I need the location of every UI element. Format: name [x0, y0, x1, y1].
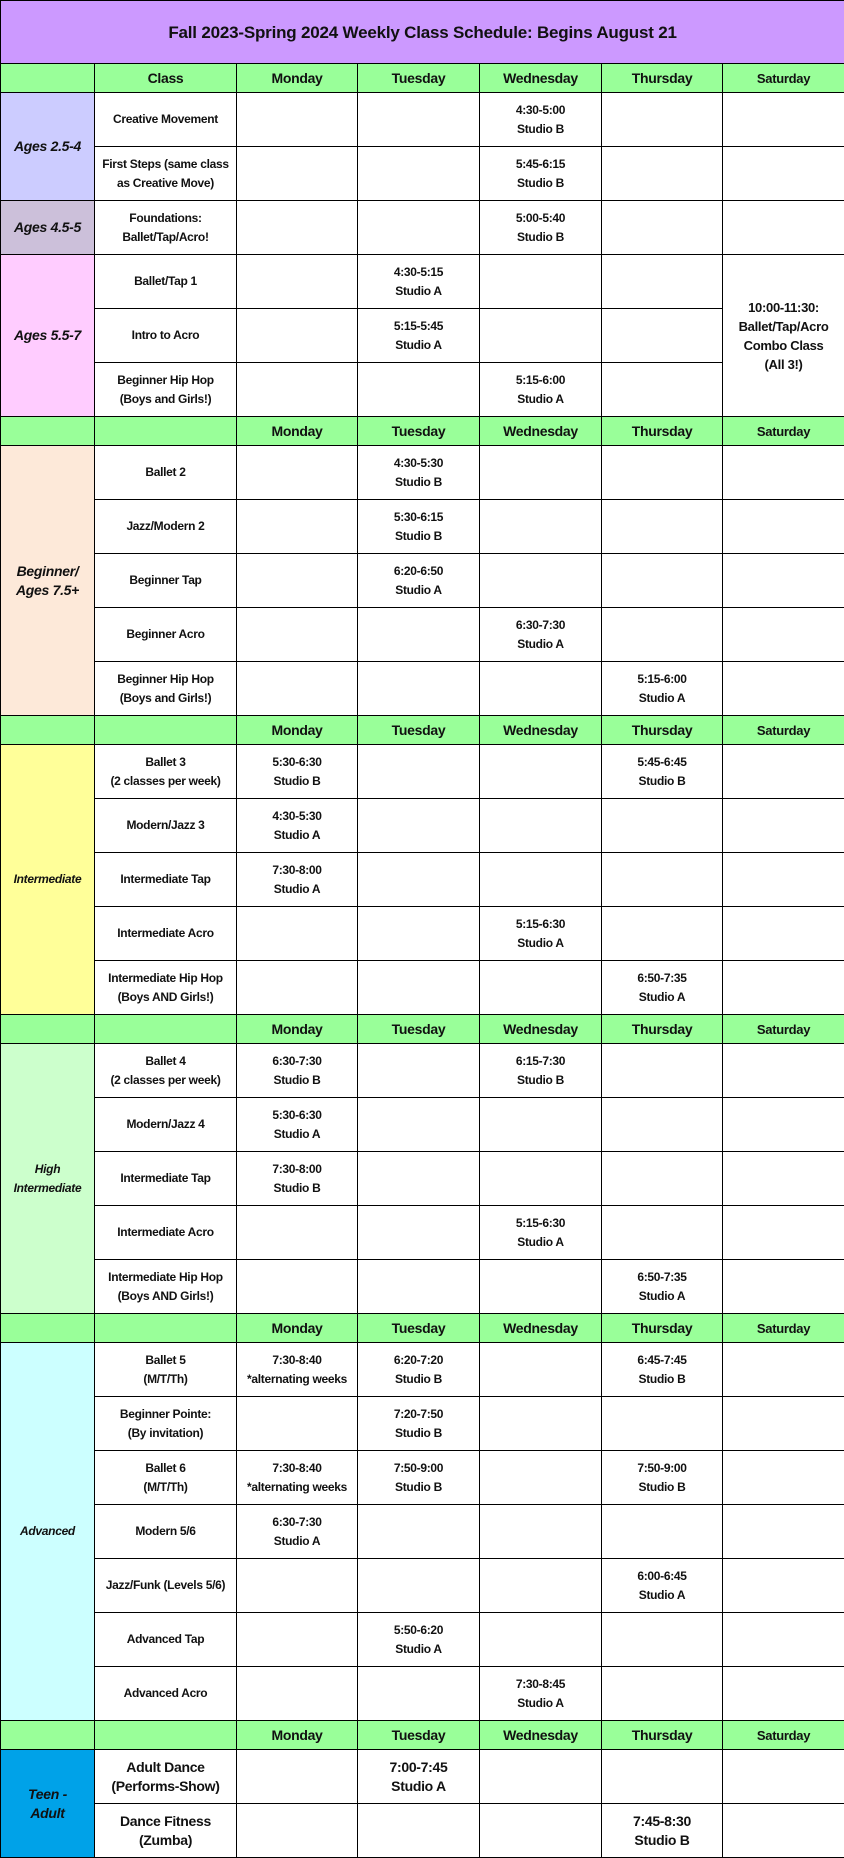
class-name: Intermediate Hip Hop (Boys AND Girls!)	[95, 961, 237, 1015]
header-wednesday: Wednesday	[480, 1015, 602, 1044]
day-header-row	[1, 716, 844, 745]
header-class	[95, 1015, 237, 1044]
class-row	[1, 1098, 844, 1152]
title-row	[1, 1, 844, 64]
time-cell-sat	[723, 745, 844, 799]
class-name: Beginner Hip Hop (Boys and Girls!)	[95, 662, 237, 716]
header-class	[95, 1314, 237, 1343]
class-name: Advanced Acro	[95, 1667, 237, 1721]
time-cell-tue	[358, 961, 480, 1015]
class-row	[1, 554, 844, 608]
time-cell-mon: 5:30-6:30 Studio B	[237, 745, 358, 799]
time-cell-thu	[602, 799, 723, 853]
time-cell-sat	[723, 1667, 844, 1721]
time-cell-mon	[237, 255, 358, 309]
time-cell-thu	[602, 1397, 723, 1451]
time-cell-mon	[237, 309, 358, 363]
class-row	[1, 662, 844, 716]
time-cell-wed: 5:15-6:30 Studio A	[480, 907, 602, 961]
time-cell-thu: 5:45-6:45 Studio B	[602, 745, 723, 799]
header-blank	[1, 1721, 95, 1750]
class-name: Modern/Jazz 4	[95, 1098, 237, 1152]
time-cell-mon	[237, 961, 358, 1015]
class-row	[1, 853, 844, 907]
time-cell-thu	[602, 608, 723, 662]
day-header-row	[1, 417, 844, 446]
time-cell-wed	[480, 500, 602, 554]
time-cell-thu	[602, 853, 723, 907]
header-monday: Monday	[237, 1721, 358, 1750]
time-cell-thu	[602, 1098, 723, 1152]
class-name: First Steps (same class as Creative Move)	[95, 147, 237, 201]
time-cell-wed: 7:30-8:45 Studio A	[480, 1667, 602, 1721]
time-cell-mon: 4:30-5:30 Studio A	[237, 799, 358, 853]
time-cell-sat	[723, 961, 844, 1015]
time-cell-tue	[358, 907, 480, 961]
time-cell-thu	[602, 1667, 723, 1721]
time-cell-wed: 5:45-6:15 Studio B	[480, 147, 602, 201]
time-cell-sat	[723, 662, 844, 716]
time-cell-mon: 7:30-8:00 Studio A	[237, 853, 358, 907]
time-cell-sat	[723, 500, 844, 554]
class-row	[1, 1613, 844, 1667]
class-row	[1, 1750, 844, 1804]
time-cell-tue	[358, 1804, 480, 1858]
class-row	[1, 500, 844, 554]
time-cell-tue	[358, 662, 480, 716]
class-name: Beginner Pointe: (By invitation)	[95, 1397, 237, 1451]
time-cell-mon	[237, 907, 358, 961]
time-cell-tue: 5:30-6:15 Studio B	[358, 500, 480, 554]
time-cell-tue	[358, 363, 480, 417]
time-cell-mon	[237, 1206, 358, 1260]
class-name: Advanced Tap	[95, 1613, 237, 1667]
time-cell-thu: 7:45-8:30 Studio B	[602, 1804, 723, 1858]
time-cell-wed	[480, 309, 602, 363]
header-thursday: Thursday	[602, 716, 723, 745]
day-header-row	[1, 1721, 844, 1750]
time-cell-sat	[723, 1343, 844, 1397]
time-cell-tue: 5:15-5:45 Studio A	[358, 309, 480, 363]
time-cell-mon	[237, 1613, 358, 1667]
time-cell-thu	[602, 1044, 723, 1098]
class-row	[1, 745, 844, 799]
time-cell-mon: 6:30-7:30 Studio B	[237, 1044, 358, 1098]
time-cell-thu	[602, 1152, 723, 1206]
class-name: Intermediate Hip Hop (Boys AND Girls!)	[95, 1260, 237, 1314]
header-blank	[1, 1314, 95, 1343]
time-cell-mon	[237, 608, 358, 662]
time-cell-sat	[723, 1505, 844, 1559]
time-cell-tue: 4:30-5:15 Studio A	[358, 255, 480, 309]
class-row	[1, 907, 844, 961]
time-cell-tue	[358, 799, 480, 853]
time-cell-tue	[358, 1667, 480, 1721]
header-tuesday: Tuesday	[358, 417, 480, 446]
header-tuesday: Tuesday	[358, 1314, 480, 1343]
header-monday: Monday	[237, 64, 358, 93]
header-tuesday: Tuesday	[358, 64, 480, 93]
time-cell-thu	[602, 309, 723, 363]
time-cell-thu	[602, 907, 723, 961]
header-wednesday: Wednesday	[480, 1721, 602, 1750]
time-cell-sat	[723, 1750, 844, 1804]
class-row	[1, 93, 844, 147]
header-wednesday: Wednesday	[480, 1314, 602, 1343]
time-cell-tue	[358, 201, 480, 255]
time-cell-thu: 6:50-7:35 Studio A	[602, 1260, 723, 1314]
class-name: Beginner Tap	[95, 554, 237, 608]
header-monday: Monday	[237, 716, 358, 745]
class-name: Creative Movement	[95, 93, 237, 147]
class-row	[1, 309, 844, 363]
class-name: Intermediate Acro	[95, 907, 237, 961]
time-cell-mon: 6:30-7:30 Studio A	[237, 1505, 358, 1559]
header-blank	[1, 64, 95, 93]
header-monday: Monday	[237, 1314, 358, 1343]
time-cell-tue: 7:20-7:50 Studio B	[358, 1397, 480, 1451]
time-cell-tue	[358, 1206, 480, 1260]
class-name: Ballet 2	[95, 446, 237, 500]
time-cell-tue	[358, 853, 480, 907]
class-name: Jazz/Funk (Levels 5/6)	[95, 1559, 237, 1613]
time-cell-mon	[237, 1750, 358, 1804]
class-name: Beginner Hip Hop (Boys and Girls!)	[95, 363, 237, 417]
time-cell-wed	[480, 1098, 602, 1152]
time-cell-mon	[237, 500, 358, 554]
time-cell-wed: 6:15-7:30 Studio B	[480, 1044, 602, 1098]
time-cell-thu	[602, 446, 723, 500]
header-blank	[1, 417, 95, 446]
time-cell-mon: 5:30-6:30 Studio A	[237, 1098, 358, 1152]
day-header-row	[1, 64, 844, 93]
header-blank	[1, 716, 95, 745]
header-blank	[1, 1015, 95, 1044]
schedule-title: Fall 2023-Spring 2024 Weekly Class Schedule: Begins August 21	[1, 1, 844, 64]
header-class	[95, 417, 237, 446]
time-cell-tue: 6:20-7:20 Studio B	[358, 1343, 480, 1397]
class-name: Ballet 4 (2 classes per week)	[95, 1044, 237, 1098]
header-saturday: Saturday	[723, 64, 844, 93]
age-group-label: Beginner/ Ages 7.5+	[1, 446, 95, 716]
time-cell-wed	[480, 554, 602, 608]
time-cell-thu: 5:15-6:00 Studio A	[602, 662, 723, 716]
header-thursday: Thursday	[602, 64, 723, 93]
class-row	[1, 1451, 844, 1505]
age-group-label: Ages 4.5-5	[1, 201, 95, 255]
time-cell-tue: 7:50-9:00 Studio B	[358, 1451, 480, 1505]
time-cell-sat	[723, 1397, 844, 1451]
time-cell-mon	[237, 1667, 358, 1721]
time-cell-sat	[723, 907, 844, 961]
header-monday: Monday	[237, 417, 358, 446]
time-cell-thu	[602, 1613, 723, 1667]
class-row	[1, 961, 844, 1015]
header-tuesday: Tuesday	[358, 1015, 480, 1044]
time-cell-mon	[237, 662, 358, 716]
header-saturday: Saturday	[723, 1015, 844, 1044]
time-cell-sat	[723, 1044, 844, 1098]
age-group-label: High Intermediate	[1, 1044, 95, 1314]
time-cell-sat	[723, 446, 844, 500]
time-cell-wed: 5:00-5:40 Studio B	[480, 201, 602, 255]
header-tuesday: Tuesday	[358, 716, 480, 745]
time-cell-sat	[723, 1152, 844, 1206]
class-row	[1, 446, 844, 500]
time-cell-mon	[237, 147, 358, 201]
time-cell-tue: 5:50-6:20 Studio A	[358, 1613, 480, 1667]
class-name: Ballet/Tap 1	[95, 255, 237, 309]
class-name: Beginner Acro	[95, 608, 237, 662]
time-cell-thu: 6:45-7:45 Studio B	[602, 1343, 723, 1397]
header-thursday: Thursday	[602, 1314, 723, 1343]
time-cell-sat	[723, 608, 844, 662]
time-cell-sat	[723, 799, 844, 853]
time-cell-sat	[723, 1206, 844, 1260]
header-saturday: Saturday	[723, 1721, 844, 1750]
class-row	[1, 1804, 844, 1858]
class-name: Dance Fitness (Zumba)	[95, 1804, 237, 1858]
time-cell-wed	[480, 446, 602, 500]
time-cell-wed	[480, 1152, 602, 1206]
time-cell-mon	[237, 1804, 358, 1858]
time-cell-mon: 7:30-8:00 Studio B	[237, 1152, 358, 1206]
time-cell-sat	[723, 1559, 844, 1613]
day-header-row	[1, 1015, 844, 1044]
time-cell-wed	[480, 853, 602, 907]
header-thursday: Thursday	[602, 1721, 723, 1750]
class-name: Intermediate Tap	[95, 1152, 237, 1206]
time-cell-thu	[602, 363, 723, 417]
class-row	[1, 1667, 844, 1721]
time-cell-wed	[480, 1397, 602, 1451]
time-cell-thu: 7:50-9:00 Studio B	[602, 1451, 723, 1505]
time-cell-tue	[358, 1152, 480, 1206]
time-cell-wed	[480, 745, 602, 799]
time-cell-mon: 7:30-8:40 *alternating weeks	[237, 1451, 358, 1505]
class-row	[1, 1559, 844, 1613]
time-cell-mon: 7:30-8:40 *alternating weeks	[237, 1343, 358, 1397]
time-cell-sat	[723, 147, 844, 201]
time-cell-tue	[358, 1098, 480, 1152]
time-cell-wed	[480, 662, 602, 716]
header-tuesday: Tuesday	[358, 1721, 480, 1750]
time-cell-thu	[602, 255, 723, 309]
time-cell-mon	[237, 1397, 358, 1451]
time-cell-wed	[480, 1451, 602, 1505]
header-saturday: Saturday	[723, 716, 844, 745]
class-name: Ballet 5 (M/T/Th)	[95, 1343, 237, 1397]
time-cell-sat	[723, 201, 844, 255]
time-cell-sat	[723, 93, 844, 147]
time-cell-tue: 7:00-7:45 Studio A	[358, 1750, 480, 1804]
time-cell-thu: 6:00-6:45 Studio A	[602, 1559, 723, 1613]
age-group-label: Intermediate	[1, 745, 95, 1015]
time-cell-mon	[237, 363, 358, 417]
class-row	[1, 1505, 844, 1559]
time-cell-wed	[480, 1559, 602, 1613]
time-cell-tue	[358, 93, 480, 147]
header-wednesday: Wednesday	[480, 417, 602, 446]
time-cell-wed	[480, 1505, 602, 1559]
header-class	[95, 1721, 237, 1750]
class-name: Foundations: Ballet/Tap/Acro!	[95, 201, 237, 255]
time-cell-thu	[602, 93, 723, 147]
class-row	[1, 1343, 844, 1397]
age-group-label: Advanced	[1, 1343, 95, 1721]
time-cell-thu	[602, 554, 723, 608]
class-name: Ballet 6 (M/T/Th)	[95, 1451, 237, 1505]
time-cell-wed	[480, 1260, 602, 1314]
class-name: Adult Dance (Performs-Show)	[95, 1750, 237, 1804]
time-cell-thu	[602, 147, 723, 201]
time-cell-sat	[723, 1451, 844, 1505]
time-cell-sat	[723, 1613, 844, 1667]
header-thursday: Thursday	[602, 417, 723, 446]
time-cell-mon	[237, 93, 358, 147]
day-header-row	[1, 1314, 844, 1343]
time-cell-mon	[237, 446, 358, 500]
time-cell-tue	[358, 745, 480, 799]
time-cell-wed: 6:30-7:30 Studio A	[480, 608, 602, 662]
time-cell-thu	[602, 1206, 723, 1260]
time-cell-sat	[723, 1098, 844, 1152]
class-name: Intermediate Acro	[95, 1206, 237, 1260]
time-cell-sat	[723, 853, 844, 907]
time-cell-wed	[480, 1613, 602, 1667]
header-saturday: Saturday	[723, 1314, 844, 1343]
time-cell-tue	[358, 1505, 480, 1559]
class-name: Ballet 3 (2 classes per week)	[95, 745, 237, 799]
class-row	[1, 1206, 844, 1260]
header-class: Class	[95, 64, 237, 93]
time-cell-thu	[602, 1750, 723, 1804]
time-cell-tue: 6:20-6:50 Studio A	[358, 554, 480, 608]
time-cell-thu	[602, 201, 723, 255]
class-row	[1, 201, 844, 255]
time-cell-tue	[358, 608, 480, 662]
header-saturday: Saturday	[723, 417, 844, 446]
class-row	[1, 363, 844, 417]
header-monday: Monday	[237, 1015, 358, 1044]
time-cell-wed	[480, 255, 602, 309]
time-cell-wed	[480, 1750, 602, 1804]
time-cell-tue: 4:30-5:30 Studio B	[358, 446, 480, 500]
class-row	[1, 1260, 844, 1314]
age-group-label: Ages 2.5-4	[1, 93, 95, 201]
class-row	[1, 1397, 844, 1451]
header-wednesday: Wednesday	[480, 64, 602, 93]
time-cell-wed: 4:30-5:00 Studio B	[480, 93, 602, 147]
class-name: Modern 5/6	[95, 1505, 237, 1559]
time-cell-tue	[358, 1260, 480, 1314]
class-row	[1, 255, 844, 309]
time-cell-wed: 5:15-6:30 Studio A	[480, 1206, 602, 1260]
time-cell-tue	[358, 147, 480, 201]
age-group-label: Teen - Adult	[1, 1750, 95, 1858]
time-cell-tue	[358, 1044, 480, 1098]
class-name: Intermediate Tap	[95, 853, 237, 907]
time-cell-thu	[602, 1505, 723, 1559]
time-cell-wed	[480, 1804, 602, 1858]
time-cell-sat	[723, 554, 844, 608]
class-name: Intro to Acro	[95, 309, 237, 363]
time-cell-wed	[480, 961, 602, 1015]
time-cell-sat	[723, 1804, 844, 1858]
time-cell-thu: 6:50-7:35 Studio A	[602, 961, 723, 1015]
class-row	[1, 1044, 844, 1098]
time-cell-mon	[237, 1260, 358, 1314]
class-row	[1, 147, 844, 201]
time-cell-thu	[602, 500, 723, 554]
time-cell-wed	[480, 799, 602, 853]
class-row	[1, 1152, 844, 1206]
time-cell-tue	[358, 1559, 480, 1613]
header-wednesday: Wednesday	[480, 716, 602, 745]
time-cell-mon	[237, 554, 358, 608]
class-name: Jazz/Modern 2	[95, 500, 237, 554]
time-cell-wed	[480, 1343, 602, 1397]
time-cell-wed: 5:15-6:00 Studio A	[480, 363, 602, 417]
class-row	[1, 608, 844, 662]
header-thursday: Thursday	[602, 1015, 723, 1044]
time-cell-sat	[723, 1260, 844, 1314]
time-cell-mon	[237, 201, 358, 255]
class-row	[1, 799, 844, 853]
class-name: Modern/Jazz 3	[95, 799, 237, 853]
age-group-label: Ages 5.5-7	[1, 255, 95, 417]
time-cell-mon	[237, 1559, 358, 1613]
time-cell-sat: 10:00-11:30: Ballet/Tap/Acro Combo Class (All 3!)	[723, 255, 844, 417]
header-class	[95, 716, 237, 745]
